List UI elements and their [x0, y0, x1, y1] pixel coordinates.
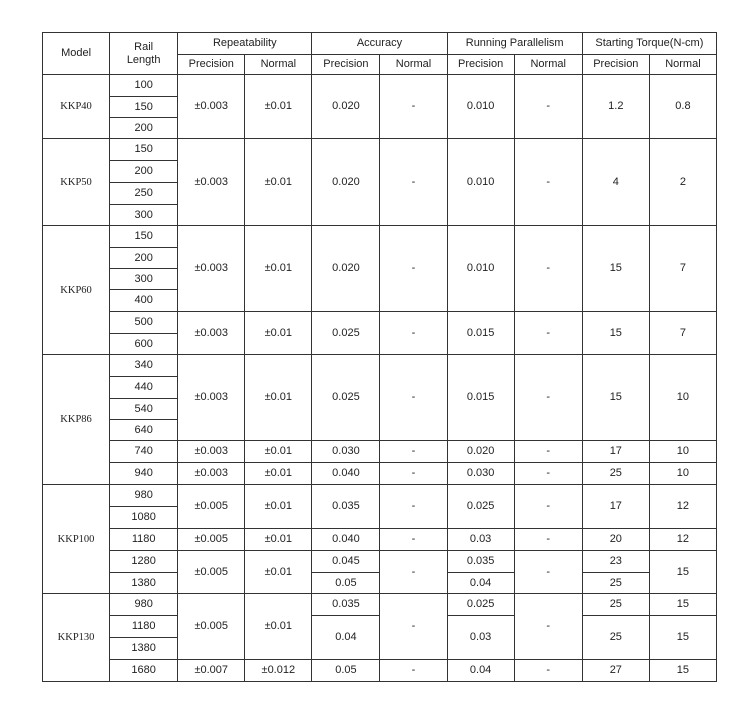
model-cell: KKP60 [43, 226, 110, 355]
parallelism-normal-cell: - [514, 551, 582, 594]
model-cell: KKP100 [43, 485, 110, 594]
header-rail-length [110, 33, 178, 75]
header-rail-line1: Rail [134, 40, 154, 53]
rail-length-cell: 1180 [110, 529, 178, 551]
repeatability-precision-cell: ±0.005 [178, 529, 245, 551]
parallelism-normal-cell: - [514, 139, 582, 226]
model-cell: KKP50 [43, 139, 110, 226]
model-cell: KKP40 [43, 75, 110, 139]
parallelism-precision-cell: 0.010 [447, 139, 514, 226]
header-starting-torque: Starting Torque(N-cm) [582, 33, 716, 55]
model-cell: KKP86 [43, 355, 110, 485]
repeatability-normal-cell: ±0.01 [245, 463, 312, 485]
torque-precision-cell: 25 [582, 594, 649, 616]
rail-length-cell: 640 [110, 420, 178, 441]
accuracy-normal-cell: - [380, 355, 447, 441]
parallelism-normal-cell: - [514, 312, 582, 355]
accuracy-precision-cell: 0.05 [312, 573, 380, 594]
repeatability-normal-cell: ±0.012 [245, 660, 312, 682]
parallelism-normal-cell: - [514, 660, 582, 682]
accuracy-normal-cell: - [380, 312, 447, 355]
header-running-parallelism: Running Parallelism [447, 33, 582, 55]
torque-precision-cell: 4 [582, 139, 649, 226]
subheader-precision: Precision [312, 55, 380, 75]
repeatability-normal-cell: ±0.01 [245, 226, 312, 312]
rail-length-cell: 150 [110, 226, 178, 248]
rail-length-cell: 500 [110, 312, 178, 334]
torque-normal-cell: 12 [649, 485, 716, 529]
parallelism-normal-cell: - [514, 226, 582, 312]
rail-length-cell: 1180 [110, 616, 178, 638]
repeatability-normal-cell: ±0.01 [245, 485, 312, 529]
parallelism-precision-cell: 0.03 [447, 616, 514, 660]
torque-precision-cell: 1.2 [582, 75, 649, 139]
torque-precision-cell: 17 [582, 441, 649, 463]
torque-normal-cell: 15 [649, 551, 716, 594]
rail-length-cell: 1280 [110, 551, 178, 573]
repeatability-precision-cell: ±0.003 [178, 75, 245, 139]
header-repeatability: Repeatability [178, 33, 312, 55]
parallelism-precision-cell: 0.015 [447, 312, 514, 355]
repeatability-precision-cell: ±0.003 [178, 463, 245, 485]
accuracy-normal-cell: - [380, 139, 447, 226]
accuracy-precision-cell: 0.035 [312, 485, 380, 529]
repeatability-precision-cell: ±0.005 [178, 551, 245, 594]
torque-precision-cell: 15 [582, 355, 649, 441]
rail-length-cell: 200 [110, 248, 178, 269]
rail-length-cell: 200 [110, 161, 178, 183]
parallelism-normal-cell: - [514, 75, 582, 139]
torque-normal-cell: 10 [649, 355, 716, 441]
accuracy-precision-cell: 0.025 [312, 312, 380, 355]
rail-length-cell: 600 [110, 334, 178, 355]
parallelism-precision-cell: 0.015 [447, 355, 514, 441]
rail-length-cell: 300 [110, 269, 178, 290]
rail-length-cell: 1380 [110, 638, 178, 660]
rail-length-cell: 1680 [110, 660, 178, 682]
parallelism-precision-cell: 0.010 [447, 75, 514, 139]
accuracy-precision-cell: 0.035 [312, 594, 380, 616]
rail-length-cell: 250 [110, 183, 178, 205]
subheader-precision: Precision [447, 55, 514, 75]
parallelism-normal-cell: - [514, 463, 582, 485]
accuracy-normal-cell: - [380, 551, 447, 594]
repeatability-normal-cell: ±0.01 [245, 441, 312, 463]
accuracy-normal-cell: - [380, 463, 447, 485]
torque-normal-cell: 2 [649, 139, 716, 226]
subheader-precision: Precision [178, 55, 245, 75]
parallelism-precision-cell: 0.010 [447, 226, 514, 312]
accuracy-normal-cell: - [380, 441, 447, 463]
rail-length-cell: 540 [110, 399, 178, 420]
accuracy-normal-cell: - [380, 594, 447, 660]
rail-length-cell: 150 [110, 97, 178, 118]
parallelism-normal-cell: - [514, 485, 582, 529]
parallelism-precision-cell: 0.03 [447, 529, 514, 551]
rail-length-cell: 150 [110, 139, 178, 161]
rail-length-cell: 1080 [110, 507, 178, 529]
subheader-normal: Normal [380, 55, 447, 75]
torque-precision-cell: 15 [582, 226, 649, 312]
torque-normal-cell: 7 [649, 226, 716, 312]
torque-normal-cell: 15 [649, 594, 716, 616]
torque-normal-cell: 10 [649, 463, 716, 485]
rail-length-cell: 100 [110, 75, 178, 97]
torque-normal-cell: 0.8 [649, 75, 716, 139]
repeatability-precision-cell: ±0.005 [178, 485, 245, 529]
torque-precision-cell: 23 [582, 551, 649, 573]
repeatability-normal-cell: ±0.01 [245, 594, 312, 660]
accuracy-precision-cell: 0.025 [312, 355, 380, 441]
torque-precision-cell: 20 [582, 529, 649, 551]
rail-length-cell: 980 [110, 594, 178, 616]
parallelism-normal-cell: - [514, 529, 582, 551]
subheader-normal: Normal [514, 55, 582, 75]
repeatability-precision-cell: ±0.003 [178, 312, 245, 355]
torque-precision-cell: 25 [582, 616, 649, 660]
spec-table [42, 32, 717, 682]
parallelism-precision-cell: 0.04 [447, 573, 514, 594]
rail-length-cell: 740 [110, 441, 178, 463]
rail-length-cell: 400 [110, 290, 178, 312]
torque-precision-cell: 15 [582, 312, 649, 355]
torque-normal-cell: 7 [649, 312, 716, 355]
torque-precision-cell: 27 [582, 660, 649, 682]
accuracy-precision-cell: 0.040 [312, 529, 380, 551]
torque-precision-cell: 25 [582, 573, 649, 594]
repeatability-precision-cell: ±0.003 [178, 226, 245, 312]
repeatability-precision-cell: ±0.003 [178, 139, 245, 226]
torque-normal-cell: 15 [649, 616, 716, 660]
rail-length-cell: 200 [110, 118, 178, 139]
accuracy-precision-cell: 0.020 [312, 139, 380, 226]
parallelism-precision-cell: 0.025 [447, 594, 514, 616]
accuracy-precision-cell: 0.020 [312, 226, 380, 312]
accuracy-normal-cell: - [380, 529, 447, 551]
rail-length-cell: 340 [110, 355, 178, 377]
header-rail-line2: Length [126, 53, 161, 66]
repeatability-precision-cell: ±0.007 [178, 660, 245, 682]
accuracy-precision-cell: 0.045 [312, 551, 380, 573]
rail-length-cell: 1380 [110, 573, 178, 594]
repeatability-normal-cell: ±0.01 [245, 551, 312, 594]
torque-precision-cell: 17 [582, 485, 649, 529]
accuracy-normal-cell: - [380, 660, 447, 682]
parallelism-precision-cell: 0.030 [447, 463, 514, 485]
repeatability-precision-cell: ±0.003 [178, 355, 245, 441]
parallelism-normal-cell: - [514, 441, 582, 463]
rail-length-cell: 940 [110, 463, 178, 485]
repeatability-normal-cell: ±0.01 [245, 139, 312, 226]
accuracy-normal-cell: - [380, 75, 447, 139]
subheader-precision: Precision [582, 55, 649, 75]
parallelism-precision-cell: 0.025 [447, 485, 514, 529]
repeatability-precision-cell: ±0.003 [178, 441, 245, 463]
rail-length-cell: 980 [110, 485, 178, 507]
accuracy-precision-cell: 0.04 [312, 616, 380, 660]
parallelism-precision-cell: 0.020 [447, 441, 514, 463]
repeatability-normal-cell: ±0.01 [245, 529, 312, 551]
parallelism-precision-cell: 0.04 [447, 660, 514, 682]
torque-normal-cell: 15 [649, 660, 716, 682]
subheader-normal: Normal [649, 55, 716, 75]
accuracy-precision-cell: 0.05 [312, 660, 380, 682]
header-model: Model [43, 33, 110, 75]
repeatability-normal-cell: ±0.01 [245, 355, 312, 441]
model-cell: KKP130 [43, 594, 110, 682]
parallelism-normal-cell: - [514, 355, 582, 441]
subheader-normal: Normal [245, 55, 312, 75]
parallelism-precision-cell: 0.035 [447, 551, 514, 573]
accuracy-precision-cell: 0.030 [312, 441, 380, 463]
accuracy-normal-cell: - [380, 226, 447, 312]
rail-length-cell: 300 [110, 205, 178, 226]
repeatability-normal-cell: ±0.01 [245, 75, 312, 139]
rail-length-cell: 440 [110, 377, 178, 399]
repeatability-precision-cell: ±0.005 [178, 594, 245, 660]
torque-normal-cell: 10 [649, 441, 716, 463]
torque-normal-cell: 12 [649, 529, 716, 551]
header-accuracy: Accuracy [312, 33, 447, 55]
parallelism-normal-cell: - [514, 594, 582, 660]
accuracy-precision-cell: 0.040 [312, 463, 380, 485]
accuracy-normal-cell: - [380, 485, 447, 529]
repeatability-normal-cell: ±0.01 [245, 312, 312, 355]
accuracy-precision-cell: 0.020 [312, 75, 380, 139]
torque-precision-cell: 25 [582, 463, 649, 485]
